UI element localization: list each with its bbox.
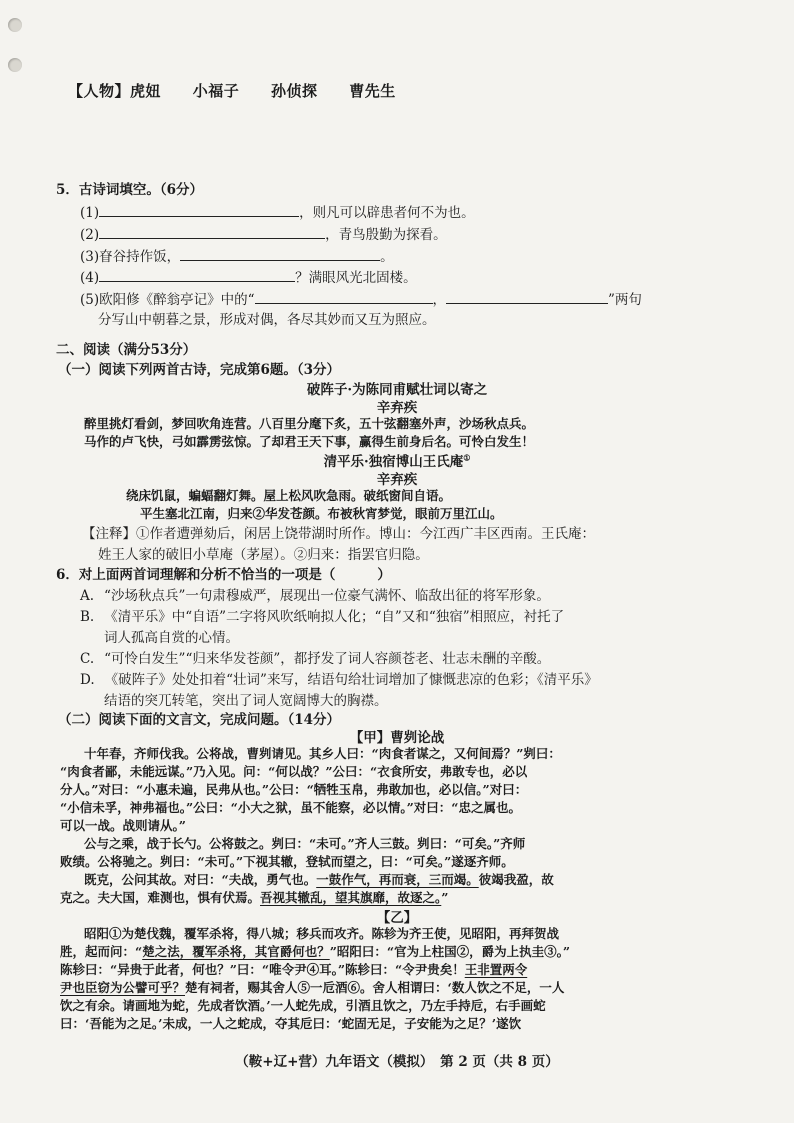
footnote-mark: ① — [463, 452, 471, 463]
character-name: 曹先生 — [349, 82, 396, 100]
answer-blank[interactable] — [255, 291, 433, 304]
passage-line: 饮之有余。请画地为蛇，先成者饮酒。’一人蛇先成，引酒且饮之，乃左手持卮，右手画蛇 — [60, 998, 546, 1013]
character-name: 孙侦探 — [271, 82, 318, 100]
passage-line: 败绩。公将驰之。刿曰：“未可。”下视其辙，登轼而望之，曰：“可矣。”遂逐齐师。 — [60, 854, 514, 869]
q5-item-1: (1) ，则凡可以辟患者何不为也。 — [80, 205, 475, 221]
passage-line: “小信未孚，神弗福也。”公曰：“小大之狱，虽不能察，必以情。”对曰：“忠之属也。 — [60, 800, 521, 815]
answer-blank[interactable] — [180, 248, 380, 261]
character-name: 小福子 — [192, 82, 240, 100]
section-heading: 二、阅读（满分53分） — [56, 342, 197, 358]
passage-line: 十年春，齐师伐我。公将战，曹刿请见。其乡人曰：“肉食者谋之，又何间焉？”刿曰： — [84, 746, 561, 761]
underlined-sentence: 一鼓作气，再而衰，三而竭。 — [316, 872, 479, 887]
q6-heading: 6．对上面两首词理解和分析不恰当的一项是（ ） — [56, 567, 391, 583]
annotation: 姓王人家的破旧小草庵（茅屋）。②归来：指罢官归隐。 — [98, 547, 429, 563]
passage-line: 陈轸曰：“异贵于此者，何也？”曰：“唯令尹④耳。”陈轸曰：“令尹贵矣！王非置两令 — [60, 962, 528, 977]
q6-option-c: C. “可怜白发生”“归来华发苍颜”，都抒发了词人容颜苍老、壮志未酬的辛酸。 — [80, 651, 551, 667]
answer-blank[interactable] — [99, 226, 325, 239]
q5-heading: 5．古诗词填空。（6分） — [56, 182, 204, 198]
q6-option-a: A. “沙场秋点兵”一句肃穆威严，展现出一位豪气满怀、临敌出征的将军形象。 — [80, 588, 550, 604]
poem2-line: 绕床饥鼠，蝙蝠翻灯舞。屋上松风吹急雨。破纸窗间自语。 — [126, 488, 452, 503]
poem1-line: 马作的卢飞快，弓如霹雳弦惊。了却君王天下事，赢得生前身后名。可怜白发生！ — [84, 434, 535, 449]
poem1-line: 醉里挑灯看剑，梦回吹角连营。八百里分麾下炙，五十弦翻塞外声，沙场秋点兵。 — [84, 416, 535, 431]
subsection-heading: （二）阅读下面的文言文，完成问题。（14分） — [58, 712, 341, 728]
q5-item-5: (5)欧阳修《醉翁亭记》中的“ ， ”两句 — [80, 292, 642, 308]
poem1-title: 破阵子·为陈同甫赋壮词以寄之 — [306, 382, 488, 398]
passage-line: 可以一战。战则请从。” — [60, 818, 186, 833]
q5-item-5-continuation: 分写山中朝暮之景，形成对偶，各尽其妙而又互为照应。 — [98, 312, 436, 328]
q6-option-d-cont: 结语的突兀转笔，突出了词人宽阔博大的胸襟。 — [104, 693, 388, 709]
passage-line: 公与之乘，战于长勺。公将鼓之。刿曰：“未可。”齐人三鼓。刿曰：“可矣。”齐师 — [84, 836, 526, 851]
poem2-line: 平生塞北江南，归来②华发苍颜。布被秋宵梦觉，眼前万里江山。 — [140, 506, 503, 521]
annotation: 【注释】①作者遭弹劾后，闲居上饶带湖时所作。博山：今江西广丰区西南。王氏庵： — [82, 526, 595, 542]
passage-line: 曰：‘吾能为之足。’未成，一人之蛇成，夺其卮曰：‘蛇固无足，子安能为之足？’遂饮 — [60, 1016, 522, 1031]
binder-hole — [8, 18, 22, 32]
underlined-sentence: 王非置两令 — [464, 962, 528, 977]
binder-hole — [8, 58, 22, 72]
answer-blank[interactable] — [99, 204, 299, 217]
q5-item-4: (4) ？满眼风光北固楼。 — [80, 270, 417, 286]
underlined-sentence: 楚之法，覆军杀将，其官爵何也？ — [142, 944, 330, 959]
passage-line: 既克，公问其故。对曰：“夫战，勇气也。一鼓作气，再而衰，三而竭。彼竭我盈，故 — [84, 872, 554, 887]
q6-option-d: D. 《破阵子》处处扣着“壮词”来写，结语句给壮词增加了慷慨悲凉的色彩；《清平乐》 — [80, 672, 598, 688]
passage-yi-title: 【乙】 — [376, 910, 418, 926]
q6-option-b: B. 《清平乐》中“自语”二字将风吹纸响拟人化；“自”又和“独宿”相照应，衬托了 — [80, 609, 565, 625]
passage-line: 克之。夫大国，难测也，惧有伏焉。吾视其辙乱，望其旗靡，故逐之。” — [60, 890, 449, 905]
answer-blank[interactable] — [99, 269, 295, 282]
poem2-title: 清平乐·独宿博山王氏庵① — [323, 452, 471, 470]
answer-blank[interactable] — [446, 291, 608, 304]
characters-label: 【人物】虎妞 — [68, 82, 162, 100]
subsection-heading: （一）阅读下列两首古诗，完成第6题。（3分） — [58, 362, 341, 378]
underlined-sentence: 尹也臣窃为公譬可乎？ — [60, 980, 186, 995]
passage-line: 分人。”对曰：“小惠未遍，民弗从也。”公曰：“牺牲玉帛，弗敢加也，必以信。”对曰： — [60, 782, 528, 797]
passage-line: “肉食者鄙，未能远谋。”乃入见。问：“何以战？”公曰：“衣食所安，弗敢专也，必以 — [60, 764, 528, 779]
poem2-author: 辛弃疾 — [376, 472, 418, 488]
page-footer: （鞍+辽+营）九年语文（模拟） 第 2 页（共 8 页） — [235, 1054, 559, 1070]
poem1-author: 辛弃疾 — [376, 400, 418, 416]
passage-line: 胜，起而问：“楚之法，覆军杀将，其官爵何也？”昭阳曰：“官为上柱国②，爵为上执圭③。” — [60, 944, 571, 959]
q5-item-3: (3)眘谷持作饭， 。 — [80, 249, 394, 265]
underlined-sentence: 吾视其辙乱，望其旗靡，故逐之。 — [260, 890, 442, 905]
q5-item-2: (2) ，青鸟殷勤为探看。 — [80, 227, 447, 243]
passage-jia-title: 【甲】曹刿论战 — [349, 730, 445, 746]
passage-line: 尹也臣窃为公譬可乎？楚有祠者，赐其舍人⑤一卮酒⑥。舍人相谓曰：‘数人饮之不足，一人 — [60, 980, 565, 995]
passage-line: 昭阳①为楚伐魏，覆军杀将，得八城；移兵而攻齐。陈轸为齐王使，见昭阳，再拜贺战 — [84, 926, 560, 941]
q6-option-b-cont: 词人孤高自赏的心情。 — [104, 630, 239, 646]
characters-line — [68, 80, 396, 101]
